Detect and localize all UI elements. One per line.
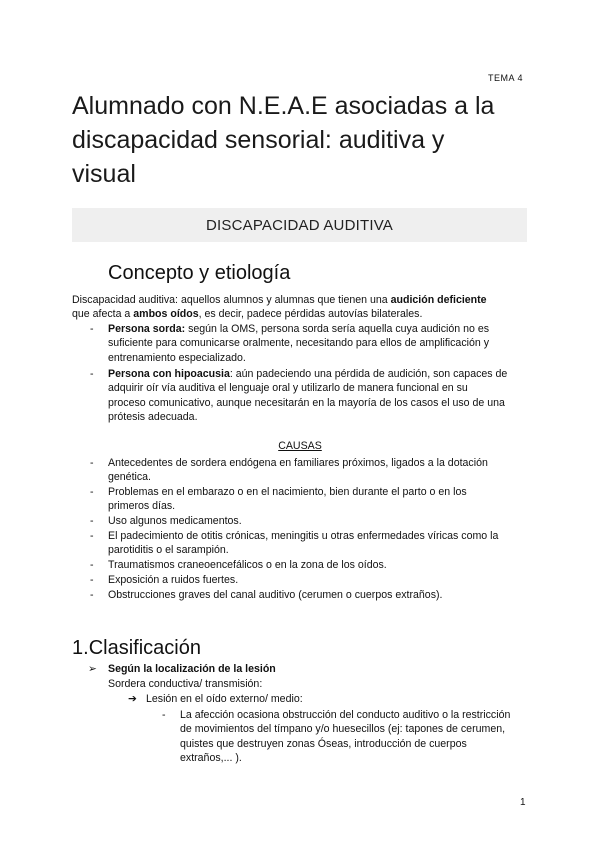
title-line: visual: [72, 160, 136, 188]
right-arrow-icon: ➔: [128, 693, 137, 705]
dash-bullet: -: [90, 574, 94, 586]
item-text: entrenamiento especializado.: [108, 351, 246, 364]
item-text: quistes que destruyen zonas Óseas, introducción de cuerpos: [180, 737, 467, 750]
item-text: Problemas en el embarazo o en el nacimiento, bien durante el parto o en los: [108, 486, 467, 498]
item-text: suficiente para comunicarse oralmente, necesitando para ellos de amplificación y: [108, 337, 489, 350]
list-item: [108, 367, 528, 425]
item-text: según la OMS, persona sorda sería aquella cuya audición no es: [185, 323, 490, 335]
item-text: : aún padeciendo una pérdida de audición, son capaces de: [229, 368, 508, 380]
dash-bullet: -: [162, 709, 166, 721]
item-text: parotiditis o el sarampión.: [108, 544, 229, 557]
title-line: Alumnado con N.E.A.E asociadas a la: [72, 92, 495, 120]
section-banner: [72, 208, 527, 242]
intro-bold: ambos oídos: [133, 308, 199, 321]
dash-bullet: -: [90, 486, 94, 498]
item-text: Obstrucciones graves del canal auditivo (cerumen o cuerpos extraños).: [108, 589, 443, 601]
item-text: Antecedentes de sordera endógena en familiares próximos, ligados a la dotación: [108, 457, 488, 469]
list-item: [108, 573, 528, 587]
section-title: Clasificación: [88, 637, 201, 659]
list-item: [108, 322, 528, 365]
page-number: 1: [520, 797, 526, 808]
item-text: Exposición a ruidos fuertes.: [108, 574, 239, 586]
item-text: Traumatismos craneoencefálicos o en la zona de los oídos.: [108, 559, 387, 571]
dash-bullet: -: [90, 323, 94, 335]
topic-label: TEMA 4: [488, 73, 524, 83]
concepto-heading: Concepto y etiología: [108, 262, 291, 284]
item-text: prótesis adecuada.: [108, 411, 198, 424]
term: Persona con hipoacusia: [108, 368, 230, 380]
section-banner-label: DISCAPACIDAD AUDITIVA: [205, 216, 393, 234]
type-label: Sordera conductiva/ transmisión:: [108, 678, 263, 690]
intro-bold: audición deficiente: [390, 294, 487, 306]
section-number: 1.: [72, 637, 89, 659]
item-text: La afección ocasiona obstrucción del conducto auditivo o la restricción: [180, 709, 511, 721]
criterion-label: [108, 662, 276, 676]
intro-text: que afecta a: [72, 308, 134, 321]
list-item: [108, 529, 528, 558]
title-line: discapacidad sensorial: auditiva y: [72, 126, 445, 154]
list-item: [108, 485, 528, 514]
list-item: [108, 558, 528, 572]
list-item: [108, 456, 528, 485]
item-text: primeros días.: [108, 500, 176, 513]
item-text: proceso comunicativo, aunque necesitarán en la mayoría de los casos el uso de una: [108, 396, 505, 409]
detail-paragraph: [180, 708, 530, 766]
clasificacion-heading: [72, 637, 201, 660]
dash-bullet: -: [90, 368, 94, 380]
dash-bullet: -: [90, 589, 94, 601]
dash-bullet: -: [90, 457, 94, 469]
item-text: El padecimiento de otitis crónicas, meningitis u otras enfermedades víricas como la: [108, 530, 499, 542]
arrow-bullet-icon: ➢: [88, 663, 97, 675]
sub-label: Lesión en el oído externo/ medio:: [146, 693, 303, 705]
causas-heading: CAUSAS: [278, 440, 322, 452]
intro-text: , es decir, padece pérdidas autovías bilaterales.: [198, 308, 423, 321]
item-text: Uso algunos medicamentos.: [108, 515, 242, 527]
term: Persona sorda:: [108, 323, 186, 335]
dash-bullet: -: [90, 515, 94, 527]
document-title: [72, 89, 542, 191]
list-item: [108, 514, 528, 528]
intro-text: Discapacidad auditiva: aquellos alumnos y alumnas que tienen una: [72, 294, 391, 306]
criterion-text: Según la localización de la lesión: [108, 663, 276, 675]
item-text: adquirir oír vía auditiva el lenguaje oral y utilizarlo de manera funcional en su: [108, 382, 468, 395]
item-text: de movimientos del tímpano y/o huesecillos (ej: tapones de cerumen,: [180, 723, 506, 736]
item-text: genética.: [108, 471, 151, 484]
dash-bullet: -: [90, 530, 94, 542]
dash-bullet: -: [90, 559, 94, 571]
intro-paragraph: [72, 293, 532, 322]
list-item: [108, 588, 528, 602]
item-text: extraños,... ).: [180, 752, 242, 765]
